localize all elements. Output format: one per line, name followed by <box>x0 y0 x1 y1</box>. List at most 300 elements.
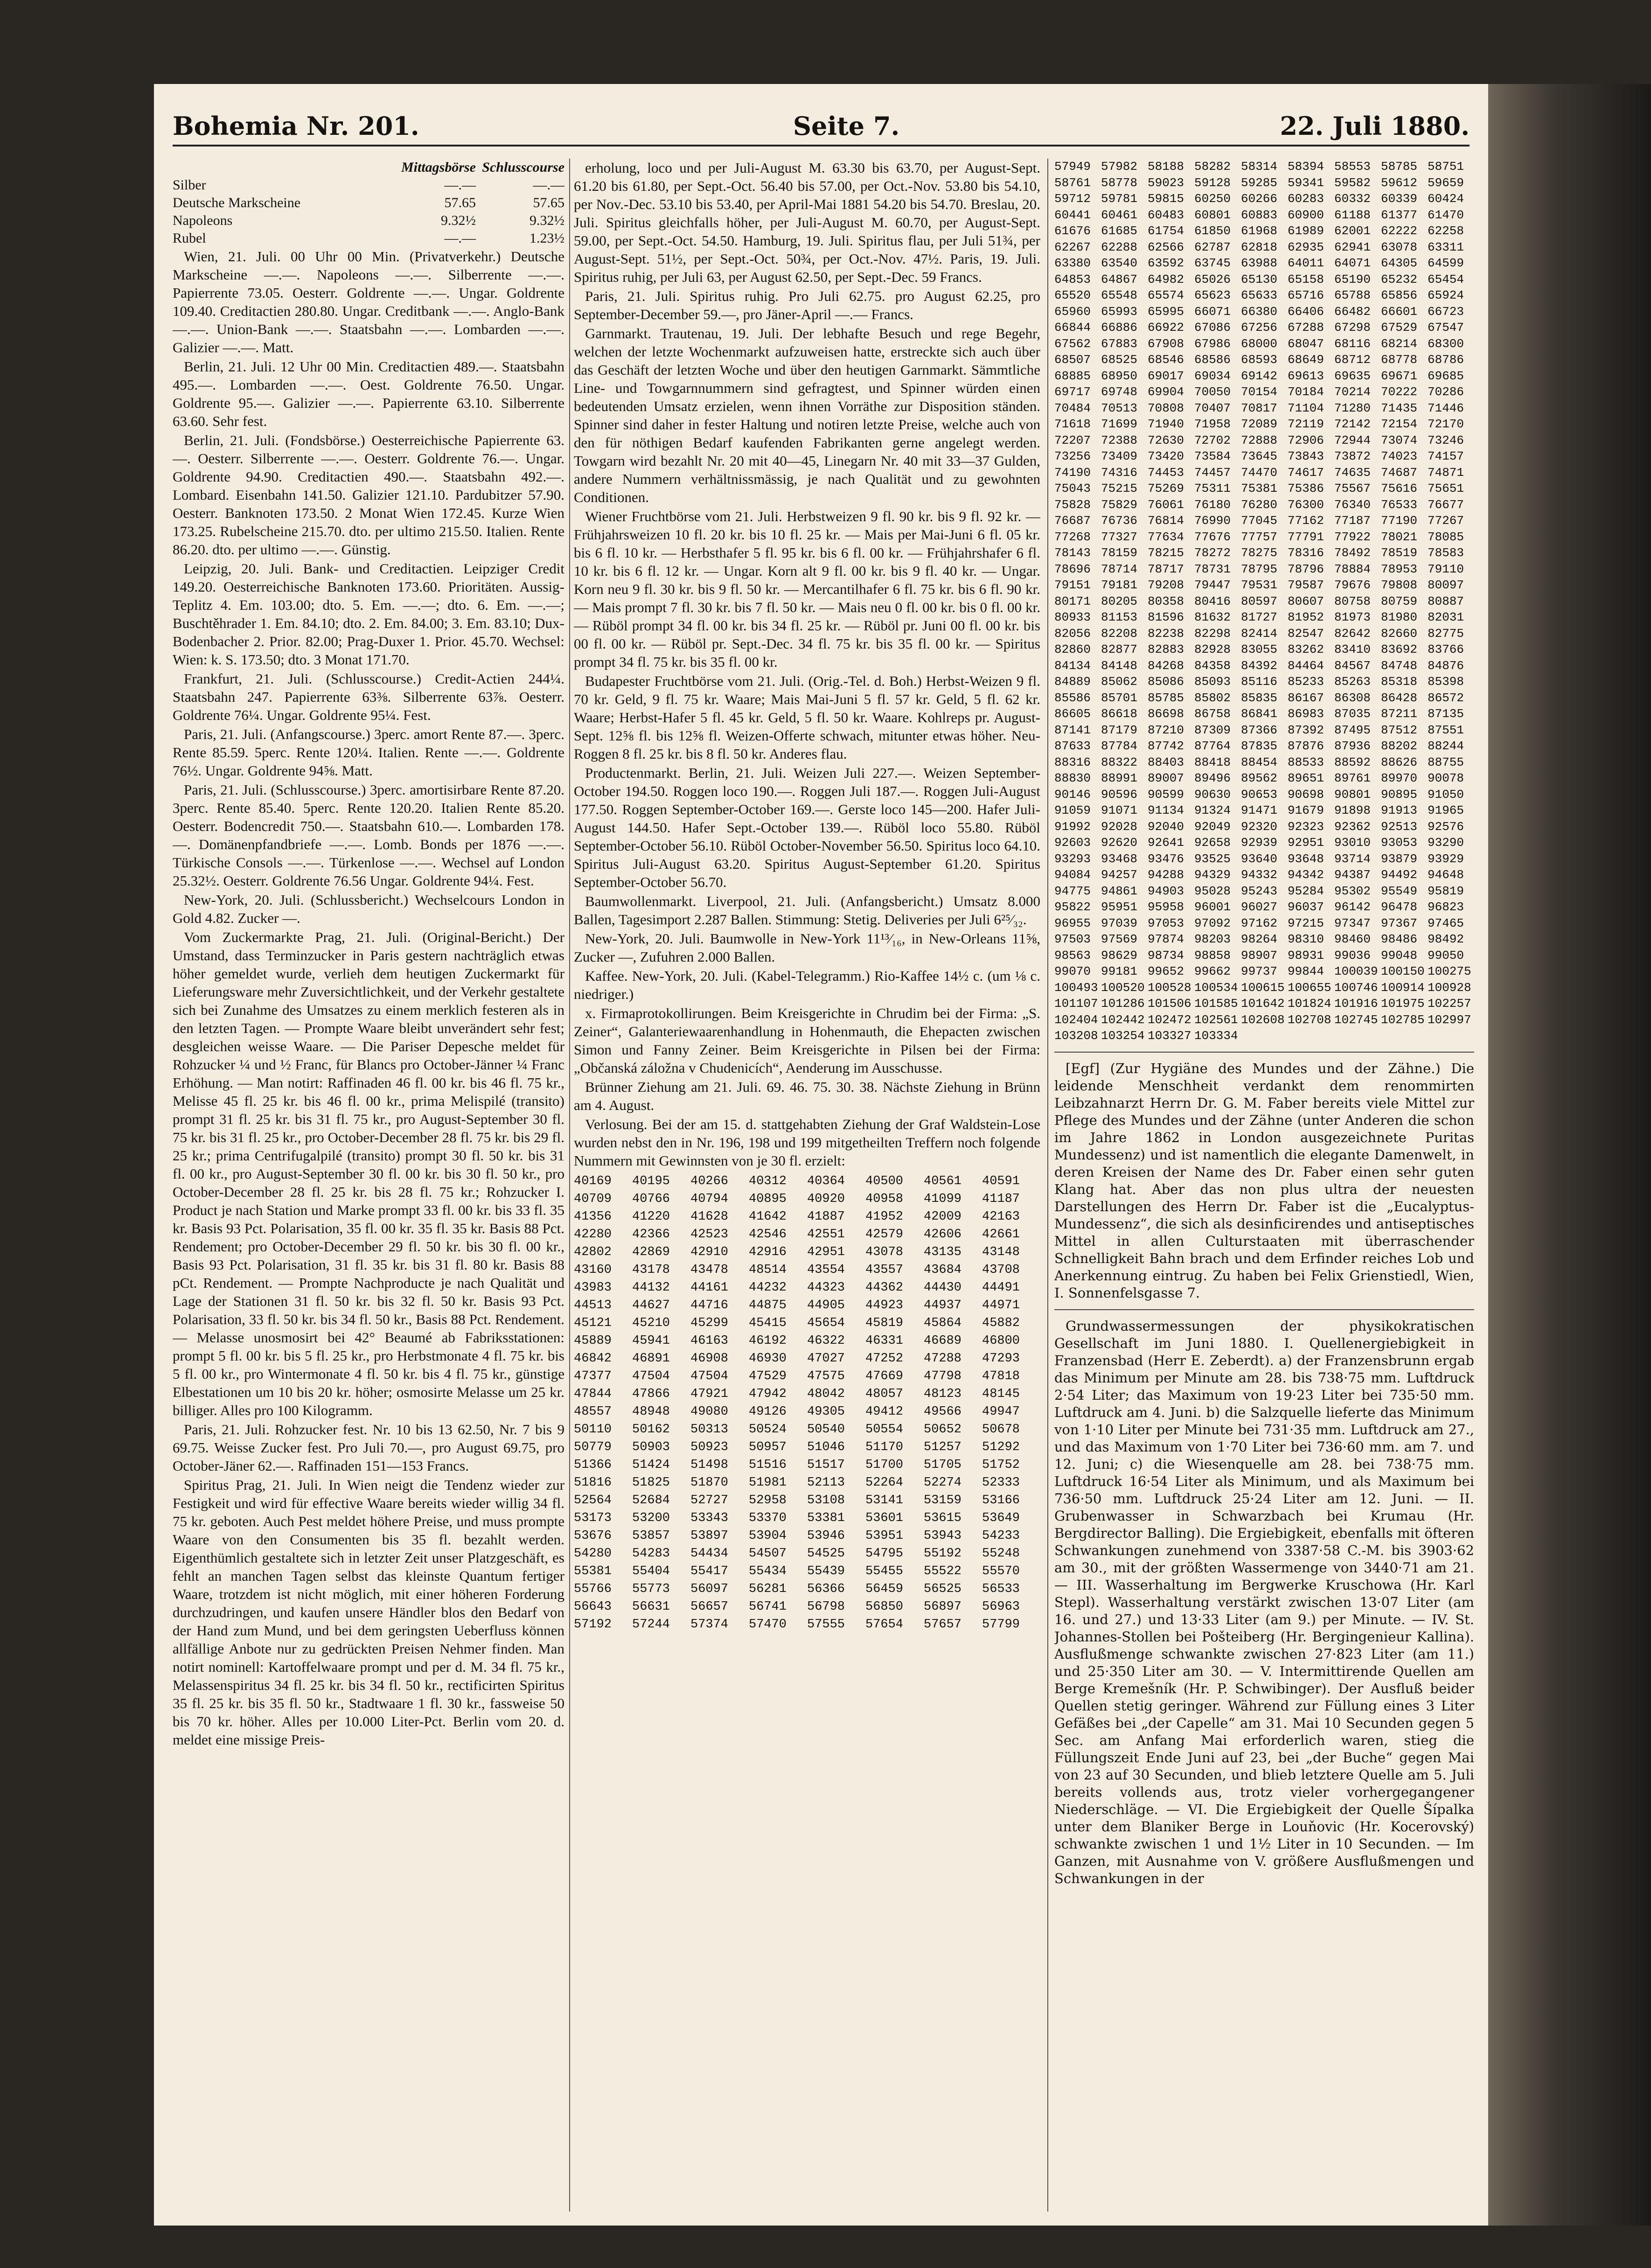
lottery-number: 56525 <box>924 1582 962 1596</box>
lottery-number: 75215 <box>1101 482 1138 495</box>
lottery-number: 93879 <box>1381 851 1418 866</box>
lottery-number: 97367 <box>1381 916 1418 930</box>
lottery-number: 59712 <box>1054 192 1091 206</box>
lottery-number: 87210 <box>1148 723 1184 737</box>
report-paragraph: Verlosung. Bei der am 15. d. stattgehabten Ziehung der Graf Waldstein-Lose wurden nebst den in Nr. 196, 198 und 199 mitgetheilten Treffern noch folgende Nummern mit Gewinnsten von je 30 fl. erzielt: <box>574 1116 1040 1169</box>
lottery-number: 61968 <box>1241 224 1278 238</box>
lottery-number: 59781 <box>1101 192 1138 206</box>
lottery-number: 70817 <box>1241 401 1278 415</box>
lottery-number: 82775 <box>1428 626 1464 641</box>
lottery-number: 65026 <box>1194 272 1231 286</box>
lottery-number: 48123 <box>924 1387 962 1401</box>
lottery-number: 77190 <box>1381 514 1418 528</box>
lottery-number: 78316 <box>1288 546 1324 560</box>
lottery-number: 75381 <box>1241 482 1278 495</box>
lottery-number: 51046 <box>807 1440 845 1454</box>
lottery-number: 87141 <box>1054 723 1091 737</box>
lottery-number: 44323 <box>807 1281 845 1295</box>
lottery-number: 83410 <box>1334 642 1371 656</box>
lottery-number: 82547 <box>1288 626 1324 641</box>
page-header <box>173 103 1470 147</box>
lottery-number: 75043 <box>1054 482 1091 495</box>
lottery-number: 43478 <box>690 1263 729 1277</box>
lottery-number: 54280 <box>574 1547 612 1561</box>
lottery-number: 53615 <box>924 1511 962 1525</box>
lottery-number: 90801 <box>1334 787 1371 802</box>
lottery-number: 62941 <box>1334 240 1371 254</box>
lottery-number: 60332 <box>1334 192 1371 206</box>
lottery-number: 86605 <box>1054 707 1091 721</box>
lottery-number: 54434 <box>690 1547 729 1561</box>
lottery-number: 77676 <box>1194 530 1231 544</box>
lottery-number: 93468 <box>1101 851 1138 866</box>
lottery-number: 42661 <box>982 1228 1020 1242</box>
lottery-number: 49126 <box>749 1405 787 1419</box>
lottery-number: 95284 <box>1288 884 1324 898</box>
lottery-number: 46192 <box>749 1334 787 1348</box>
lottery-number: 96027 <box>1241 900 1278 914</box>
lottery-number: 90078 <box>1428 771 1464 785</box>
kurs-closing: 9.32½ <box>529 213 564 228</box>
lottery-number: 47293 <box>982 1352 1020 1366</box>
lottery-number: 40709 <box>574 1192 612 1206</box>
lottery-number: 53951 <box>865 1529 904 1543</box>
lottery-number: 87211 <box>1381 707 1418 721</box>
lottery-number: 46891 <box>632 1352 670 1366</box>
lottery-number: 66071 <box>1194 304 1231 319</box>
lottery-number: 59128 <box>1194 175 1231 190</box>
lottery-number: 51170 <box>865 1440 904 1454</box>
report-paragraph: Wiener Fruchtbörse vom 21. Juli. Herbstweizen 9 fl. 90 kr. bis 9 fl. 92 kr. — Frühjahrsweizen 10 fl. 20 kr. bis 10 fl. 25 kr. — Mais per Mai-Juni 6 fl. 05 kr. bis 6 fl. 10 kr. — Herbsthafer 5 fl. 95 kr. bis 6 fl. 00 kr. — Frühjahrshafer 6 fl. 10 kr. bis 6 fl. 12 kr. — Ungar. Korn alt 9 fl. 00 kr. bis 9 fl. 40 kr. — Ungar. Korn neu 9 fl. 30 kr. bis 9 fl. 50 kr. — Mercantilhafer 6 fl. 75 kr. bis 6 fl. 90 kr. — Mais prompt 7 fl. 30 kr. bis 7 fl. 50 kr. — Mais neu 0 fl. 00 kr. bis 0 fl. 00 kr. — Rüböl prompt 34 fl. 00 kr. bis 34 fl. 25 kr. — Rüböl pr. Juni 00 fl. 00 kr. bis 00 fl. 00 kr. — Rüböl pr. Sept.-Dec. 34 fl. 75 kr. bis 35 fl. 00 kr. — Spiritus prompt 34 fl. 75 kr. bis 35 fl. 00 kr. <box>574 508 1040 670</box>
lottery-number: 52564 <box>574 1493 612 1507</box>
lottery-number: 100493 <box>1054 980 1098 995</box>
lottery-number: 58314 <box>1241 160 1278 174</box>
kurs-closing: 1.23½ <box>529 230 564 246</box>
lottery-number: 79808 <box>1381 578 1418 592</box>
lottery-number: 72906 <box>1288 433 1324 447</box>
report-paragraph: Paris, 21. Juli. (Anfangscourse.) 3perc. amort Rente 87.—. 3perc. Rente 85.59. 5perc. Rente 120¼. Italien. Rente —.—. Goldrente 76½. Ungar. Goldrente 94⅝. Matt. <box>173 726 564 779</box>
lottery-number: 66482 <box>1334 304 1371 319</box>
lottery-number: 92320 <box>1241 819 1278 834</box>
lottery-number: 97162 <box>1241 916 1278 930</box>
lottery-number: 47818 <box>982 1369 1020 1383</box>
lottery-number: 47529 <box>749 1369 787 1383</box>
lottery-number: 65633 <box>1241 288 1278 302</box>
lottery-number: 89562 <box>1241 771 1278 785</box>
commodity-reports <box>574 159 1040 1170</box>
lottery-number: 93053 <box>1381 836 1418 850</box>
lottery-number: 69904 <box>1148 385 1184 399</box>
lottery-number: 78215 <box>1148 546 1184 560</box>
lottery-number: 96478 <box>1381 900 1418 914</box>
lottery-number: 75828 <box>1054 497 1091 512</box>
lottery-number: 57244 <box>632 1618 670 1632</box>
lottery-number: 97569 <box>1101 932 1138 946</box>
lottery-number: 55381 <box>574 1564 612 1578</box>
report-paragraph: Kaffee. New-York, 20. Juli. (Kabel-Telegramm.) Rio-Kaffee 14½ c. (um ⅛ c. niedriger.) <box>574 968 1040 1002</box>
lottery-number: 44905 <box>807 1298 845 1312</box>
lottery-number: 42916 <box>749 1245 787 1259</box>
report-paragraph: Berlin, 21. Juli. 12 Uhr 00 Min. Creditactien 489.—. Staatsbahn 495.—. Lombarden —.—. Oest. Goldrente 76.50. Ungar. Goldrente 95.—. Galizier —.—. Papierrente 63.10. Silberrente 63.60. Sehr fest. <box>173 358 564 429</box>
lottery-number: 93929 <box>1428 851 1464 866</box>
lottery-number: 95951 <box>1101 900 1138 914</box>
lottery-number: 100615 <box>1241 980 1285 995</box>
lottery-number: 52333 <box>982 1476 1020 1490</box>
lottery-number: 102708 <box>1288 1012 1331 1027</box>
lottery-number: 51517 <box>807 1458 845 1472</box>
lottery-number: 100520 <box>1101 980 1145 995</box>
lottery-number: 57982 <box>1101 160 1138 174</box>
lottery-number: 60801 <box>1194 208 1231 222</box>
lottery-number: 68786 <box>1428 353 1464 367</box>
lottery-number: 48948 <box>632 1405 670 1419</box>
lottery-number: 65520 <box>1054 288 1091 302</box>
lottery-number: 42366 <box>632 1228 670 1242</box>
lottery-number: 92040 <box>1148 819 1184 834</box>
lottery-number: 80607 <box>1288 594 1324 608</box>
lottery-number: 95028 <box>1194 884 1231 898</box>
lottery-number: 66601 <box>1381 304 1418 319</box>
lottery-number: 73645 <box>1241 449 1278 463</box>
lottery-number: 88755 <box>1428 755 1464 769</box>
lottery-number: 94492 <box>1381 868 1418 882</box>
lottery-number: 65232 <box>1381 272 1418 286</box>
lottery-number: 77922 <box>1334 530 1371 544</box>
lottery-number: 53649 <box>982 1511 1020 1525</box>
lottery-number: 92951 <box>1288 836 1324 850</box>
lottery-number: 87835 <box>1241 739 1278 753</box>
kurs-head-midday: Mittagsbörse <box>401 160 476 175</box>
lottery-number: 44875 <box>749 1298 787 1312</box>
lottery-number: 75651 <box>1428 482 1464 495</box>
lottery-number: 90599 <box>1148 787 1184 802</box>
lottery-number: 81973 <box>1334 610 1371 624</box>
lottery-number: 59659 <box>1428 175 1464 190</box>
lottery-number: 102472 <box>1148 1012 1191 1027</box>
lottery-number: 76300 <box>1288 497 1324 512</box>
lottery-number: 57654 <box>865 1618 904 1632</box>
lottery-number: 53904 <box>749 1529 787 1543</box>
lottery-number: 84464 <box>1288 658 1324 673</box>
lottery-number: 88418 <box>1194 755 1231 769</box>
lottery-number: 55248 <box>982 1547 1020 1561</box>
lottery-number: 60339 <box>1381 192 1418 206</box>
lottery-number: 74190 <box>1054 465 1091 480</box>
lottery-number: 75616 <box>1381 482 1418 495</box>
lottery-number: 80171 <box>1054 594 1091 608</box>
header-page-number: Seite 7. <box>793 111 900 141</box>
lottery-number: 60900 <box>1288 208 1324 222</box>
lottery-number: 78884 <box>1334 562 1371 576</box>
lottery-number: 71618 <box>1054 417 1091 431</box>
lottery-number: 67908 <box>1148 336 1184 351</box>
lottery-number: 87764 <box>1194 739 1231 753</box>
lottery-number: 82414 <box>1241 626 1278 641</box>
lottery-number: 47288 <box>924 1352 962 1366</box>
kurs-name: Rubel <box>173 230 206 246</box>
lottery-number: 92620 <box>1101 836 1138 850</box>
lottery-number: 73584 <box>1194 449 1231 463</box>
lottery-number: 97053 <box>1148 916 1184 930</box>
lottery-number: 72630 <box>1148 433 1184 447</box>
lottery-number: 60424 <box>1428 192 1464 206</box>
lottery-number: 78143 <box>1054 546 1091 560</box>
lottery-number: 56097 <box>690 1582 729 1596</box>
lottery-number: 53173 <box>574 1511 612 1525</box>
lottery-number: 91471 <box>1241 803 1278 817</box>
lottery-number: 66723 <box>1428 304 1464 319</box>
lottery-number: 76061 <box>1148 497 1184 512</box>
lottery-number: 45299 <box>690 1316 729 1330</box>
lottery-number: 40591 <box>982 1174 1020 1188</box>
lottery-number: 49412 <box>865 1405 904 1419</box>
lottery-number: 60883 <box>1241 208 1278 222</box>
lottery-number: 63745 <box>1194 256 1231 270</box>
report-paragraph: Spiritus Prag, 21. Juli. In Wien neigt die Tendenz wieder zur Festigkeit und wird für effective Waare bereits wieder willig 34 fl. 75 kr. geboten. Auch Pest meldet höhere Preise, und muss prompte Waare von den Consumenten bis 35 fl. bezahlt werden. Eigenthümlich gestaltete sich in letzter Zeit unser Platzgeschäft, es fehlt an manchen Tagen selbst das kleinste Quantum fertiger Waare, trotzdem ist nicht möglich, mit einer höheren Forderung durchzudringen, und kaufen unsere Händler blos den Bedarf von der Hand zum Mund, und bei dem geringsten Ueberfluss können allfällige Anbote nur zu gedrückten Preisen Nehmer finden. Man notirt nominell: Kartoffelwaare prompt und per d. M. 34 fl. 75 kr., Melassenspiritus 34 fl. 25 kr. bis 34 fl. 50 kr., rectificirten Spiritus 35 fl. 25 kr. bis 35 fl. 50 kr., Stadtwaare 1 fl. 30 kr., fassweise 50 bis 70 kr. höher. Alles per 10.000 Liter-Pct. Berlin vom 20. d. meldet eine missige Preis- <box>173 1477 564 1748</box>
lottery-number: 98486 <box>1381 932 1418 946</box>
lottery-number: 92513 <box>1381 819 1418 834</box>
lottery-number: 56741 <box>749 1600 787 1614</box>
lottery-number: 90895 <box>1381 787 1418 802</box>
lottery-number: 65574 <box>1148 288 1184 302</box>
lottery-number: 98858 <box>1194 948 1231 963</box>
lottery-number: 51424 <box>632 1458 670 1472</box>
lottery-number: 79676 <box>1334 578 1371 592</box>
lottery-number: 48042 <box>807 1387 845 1401</box>
lottery-number: 70222 <box>1381 385 1418 399</box>
lottery-number: 53946 <box>807 1529 845 1543</box>
lottery-number: 77791 <box>1288 530 1324 544</box>
lottery-number: 65716 <box>1288 288 1324 302</box>
lottery-number: 80416 <box>1194 594 1231 608</box>
lottery-number: 60441 <box>1054 208 1091 222</box>
lottery-number: 63078 <box>1381 240 1418 254</box>
lottery-number: 57555 <box>807 1618 845 1632</box>
lottery-number: 55766 <box>574 1582 612 1596</box>
report-paragraph: Leipzig, 20. Juli. Bank- und Creditactien. Leipziger Credit 149.20. Oesterreichische Banknoten 173.60. Prioritäten. Aussig-Teplitz 4. Em. 103.00; dto. 5. Em. —.—; dto. 6. Em. —.—; Buschtěhrader 1. Em. 84.10; dto. 2. Em. 84.00; 3. Em. 83.10; Dux-Bodenbacher 2. Prior. 82.00; Prag-Duxer 1. Prior. 45.70. Wechsel: Wien: k. S. 173.50; dto. 3 Monat 171.70. <box>173 560 564 668</box>
lottery-number: 61989 <box>1288 224 1324 238</box>
lottery-number: 51700 <box>865 1458 904 1472</box>
lottery-number: 50903 <box>632 1440 670 1454</box>
lottery-number: 51257 <box>924 1440 962 1454</box>
lottery-number: 71940 <box>1148 417 1184 431</box>
column-rule <box>569 159 570 2212</box>
lottery-number: 61470 <box>1428 208 1464 222</box>
lottery-number: 96142 <box>1334 900 1371 914</box>
lottery-number: 88322 <box>1101 755 1138 769</box>
lottery-number: 49305 <box>807 1405 845 1419</box>
lottery-number: 82660 <box>1381 626 1418 641</box>
lottery-number: 101824 <box>1288 997 1331 1011</box>
lottery-number: 44923 <box>865 1298 904 1312</box>
lottery-number: 81596 <box>1148 610 1184 624</box>
lottery-number: 101107 <box>1054 997 1098 1011</box>
lottery-number: 50678 <box>982 1423 1020 1437</box>
lottery-number: 64011 <box>1288 256 1324 270</box>
lottery-number: 98563 <box>1054 948 1091 963</box>
lottery-number: 90653 <box>1241 787 1278 802</box>
lottery-number: 65623 <box>1194 288 1231 302</box>
lottery-number: 53381 <box>807 1511 845 1525</box>
lottery-number: 48145 <box>982 1387 1020 1401</box>
lottery-number: 65995 <box>1148 304 1184 319</box>
lottery-number: 65960 <box>1054 304 1091 319</box>
lottery-number: 72142 <box>1334 417 1371 431</box>
lottery-number: 68000 <box>1241 336 1278 351</box>
lottery-number: 102404 <box>1054 1012 1098 1027</box>
lottery-number: 43135 <box>924 1245 962 1259</box>
lottery-number: 87512 <box>1381 723 1418 737</box>
lottery-number: 72888 <box>1241 433 1278 447</box>
lottery-number: 78272 <box>1194 546 1231 560</box>
lottery-number: 75386 <box>1288 482 1324 495</box>
lottery-number: 82642 <box>1334 626 1371 641</box>
lottery-number: 40561 <box>924 1174 962 1188</box>
lottery-number: 93476 <box>1148 851 1184 866</box>
lottery-number: 69613 <box>1288 369 1324 383</box>
kurs-name: Napoleons <box>173 213 233 228</box>
lottery-number: 46842 <box>574 1352 612 1366</box>
lottery-number: 99181 <box>1101 964 1138 978</box>
lottery-number: 44491 <box>982 1281 1020 1295</box>
lottery-number: 78795 <box>1241 562 1278 576</box>
report-paragraph: erholung, loco und per Juli-August M. 63.30 bis 63.70, per August-Sept. 61.20 bis 61.80, per Sept.-Oct. 56.40 bis 57.00, per Oct.-Nov. 53.80 bis 54.10, per Nov.-Dec. 53.10 bis 53.40, per April-Mai 1881 54.20 bis 54.70. Breslau, 20. Juli. Spiritus gleichfalls höher, per Juli-August M. 60.70, per August-Sept. 59.00, per Sept.-Oct. 54.50. Hamburg, 19. Juli. Spiritus flau, per Juli 51¾, per August-Sept. 51½, per Sept.-Oct. 50¾, per Oct.-Nov. 47½. Paris, 19. Juli. Spiritus ruhig, per Juli 63, per August 62.50, per Sept.-Dec. 59 Francs. <box>574 160 1040 285</box>
kurs-head-closing: Schlusscourse <box>482 160 564 175</box>
lottery-number: 61850 <box>1194 224 1231 238</box>
lottery-number: 44971 <box>982 1298 1020 1312</box>
lottery-number: 40364 <box>807 1174 845 1188</box>
lottery-number: 92323 <box>1288 819 1324 834</box>
lottery-number: 82883 <box>1148 642 1184 656</box>
column-3 <box>1054 159 1474 2221</box>
lottery-number: 70407 <box>1194 401 1231 415</box>
lottery-number: 45210 <box>632 1316 670 1330</box>
lottery-number: 82238 <box>1148 626 1184 641</box>
lottery-number: 81727 <box>1241 610 1278 624</box>
lottery-number: 65548 <box>1101 288 1138 302</box>
lottery-number: 76340 <box>1334 497 1371 512</box>
lottery-number: 85116 <box>1241 675 1278 689</box>
lottery-number: 98203 <box>1194 932 1231 946</box>
lottery-number: 102997 <box>1428 1012 1471 1027</box>
lottery-number: 51825 <box>632 1476 670 1490</box>
lottery-number: 70484 <box>1054 401 1091 415</box>
lottery-number: 98931 <box>1288 948 1324 963</box>
lottery-number: 45654 <box>807 1316 845 1330</box>
lottery-number: 94329 <box>1194 868 1231 882</box>
lottery-number: 78796 <box>1288 562 1324 576</box>
lottery-number: 73843 <box>1288 449 1324 463</box>
lottery-number: 73872 <box>1334 449 1371 463</box>
lottery-number: 46689 <box>924 1334 962 1348</box>
lottery-number: 72119 <box>1288 417 1324 431</box>
lottery-number: 52958 <box>749 1493 787 1507</box>
lottery-number: 40195 <box>632 1174 670 1188</box>
lottery-number: 41952 <box>865 1210 904 1224</box>
lottery-number: 73256 <box>1054 449 1091 463</box>
report-paragraph: Budapester Fruchtbörse vom 21. Juli. (Orig.-Tel. d. Boh.) Herbst-Weizen 9 fl. 70 kr. Geld, 9 fl. 75 kr. Waare; Mais Mai-Juni 5 fl. 57 kr. Geld, 5 fl. 62 kr. Waare; Herbst-Hafer 5 fl. 45 kr. Geld, 5 fl. 50 kr. Waare. Kohlreps pr. August-Sept. 12⅝ fl. bis 12⅝ fl. Weizen-Offerte schwach, mitunter etwas höher. Neu-Roggen 8 fl. 25 kr. bis 8 fl. 50 kr. Anderes flau. <box>574 673 1040 762</box>
lottery-number: 98629 <box>1101 948 1138 963</box>
lottery-number: 54283 <box>632 1547 670 1561</box>
lottery-number: 77187 <box>1334 514 1371 528</box>
lottery-number: 100746 <box>1334 980 1378 995</box>
lottery-number: 69142 <box>1241 369 1278 383</box>
lottery-number: 55417 <box>690 1564 729 1578</box>
lottery-number: 54233 <box>982 1529 1020 1543</box>
lottery-number: 86618 <box>1101 707 1138 721</box>
lottery-number: 99050 <box>1428 948 1464 963</box>
lottery-number: 78953 <box>1381 562 1418 576</box>
lottery-number: 43078 <box>865 1245 904 1259</box>
lottery-number: 68950 <box>1101 369 1138 383</box>
kurs-closing: —.— <box>533 177 564 193</box>
lottery-number: 44627 <box>632 1298 670 1312</box>
lottery-number: 47252 <box>865 1352 904 1366</box>
lottery-number: 42579 <box>865 1228 904 1242</box>
lottery-number: 53343 <box>690 1511 729 1525</box>
lottery-number: 41628 <box>690 1210 729 1224</box>
lottery-number: 63988 <box>1241 256 1278 270</box>
lottery-number: 94648 <box>1428 868 1464 882</box>
lottery-number: 46930 <box>749 1352 787 1366</box>
lottery-number: 85263 <box>1334 675 1371 689</box>
lottery-number: 80358 <box>1148 594 1184 608</box>
lottery-number: 56631 <box>632 1600 670 1614</box>
lottery-number: 64305 <box>1381 256 1418 270</box>
lottery-number: 97215 <box>1288 916 1324 930</box>
lottery-number: 42551 <box>807 1228 845 1242</box>
lottery-number: 46322 <box>807 1334 845 1348</box>
lottery-number: 95243 <box>1241 884 1278 898</box>
lottery-number: 89651 <box>1288 771 1324 785</box>
lottery-number: 58785 <box>1381 160 1418 174</box>
report-paragraph: New-York, 20. Juli. (Schlussbericht.) Wechselcours London in Gold 4.82. Zucker —. <box>173 892 564 926</box>
lottery-number: 46163 <box>690 1334 729 1348</box>
lottery-number: 53897 <box>690 1529 729 1543</box>
lottery-number: 93010 <box>1334 836 1371 850</box>
lottery-number: 78159 <box>1101 546 1138 560</box>
lottery-numbers-continued <box>1054 159 1474 1044</box>
lottery-number: 78731 <box>1194 562 1231 576</box>
lottery-number: 92939 <box>1241 836 1278 850</box>
lottery-number: 55455 <box>865 1564 904 1578</box>
lottery-number: 79208 <box>1148 578 1184 592</box>
lottery-number: 82298 <box>1194 626 1231 641</box>
lottery-number: 103334 <box>1194 1029 1238 1043</box>
lottery-number: 48557 <box>574 1405 612 1419</box>
lottery-number: 64853 <box>1054 272 1091 286</box>
lottery-number: 65856 <box>1381 288 1418 302</box>
lottery-number: 50110 <box>574 1423 612 1437</box>
lottery-number: 44937 <box>924 1298 962 1312</box>
lottery-number: 83055 <box>1241 642 1278 656</box>
lottery-number: 90596 <box>1101 787 1138 802</box>
lottery-number: 62818 <box>1241 240 1278 254</box>
lottery-number: 72388 <box>1101 433 1138 447</box>
lottery-number: 57949 <box>1054 160 1091 174</box>
lottery-number: 87633 <box>1054 739 1091 753</box>
lottery-number: 101916 <box>1334 997 1378 1011</box>
lottery-number: 84748 <box>1381 658 1418 673</box>
kurs-name: Deutsche Markscheine <box>173 195 301 210</box>
lottery-number: 42546 <box>749 1228 787 1242</box>
lottery-number: 61377 <box>1381 208 1418 222</box>
lottery-number: 57374 <box>690 1618 729 1632</box>
lottery-number: 84392 <box>1241 658 1278 673</box>
lottery-number: 84889 <box>1054 675 1091 689</box>
lottery-number: 94332 <box>1241 868 1278 882</box>
lottery-number: 74687 <box>1381 465 1418 480</box>
